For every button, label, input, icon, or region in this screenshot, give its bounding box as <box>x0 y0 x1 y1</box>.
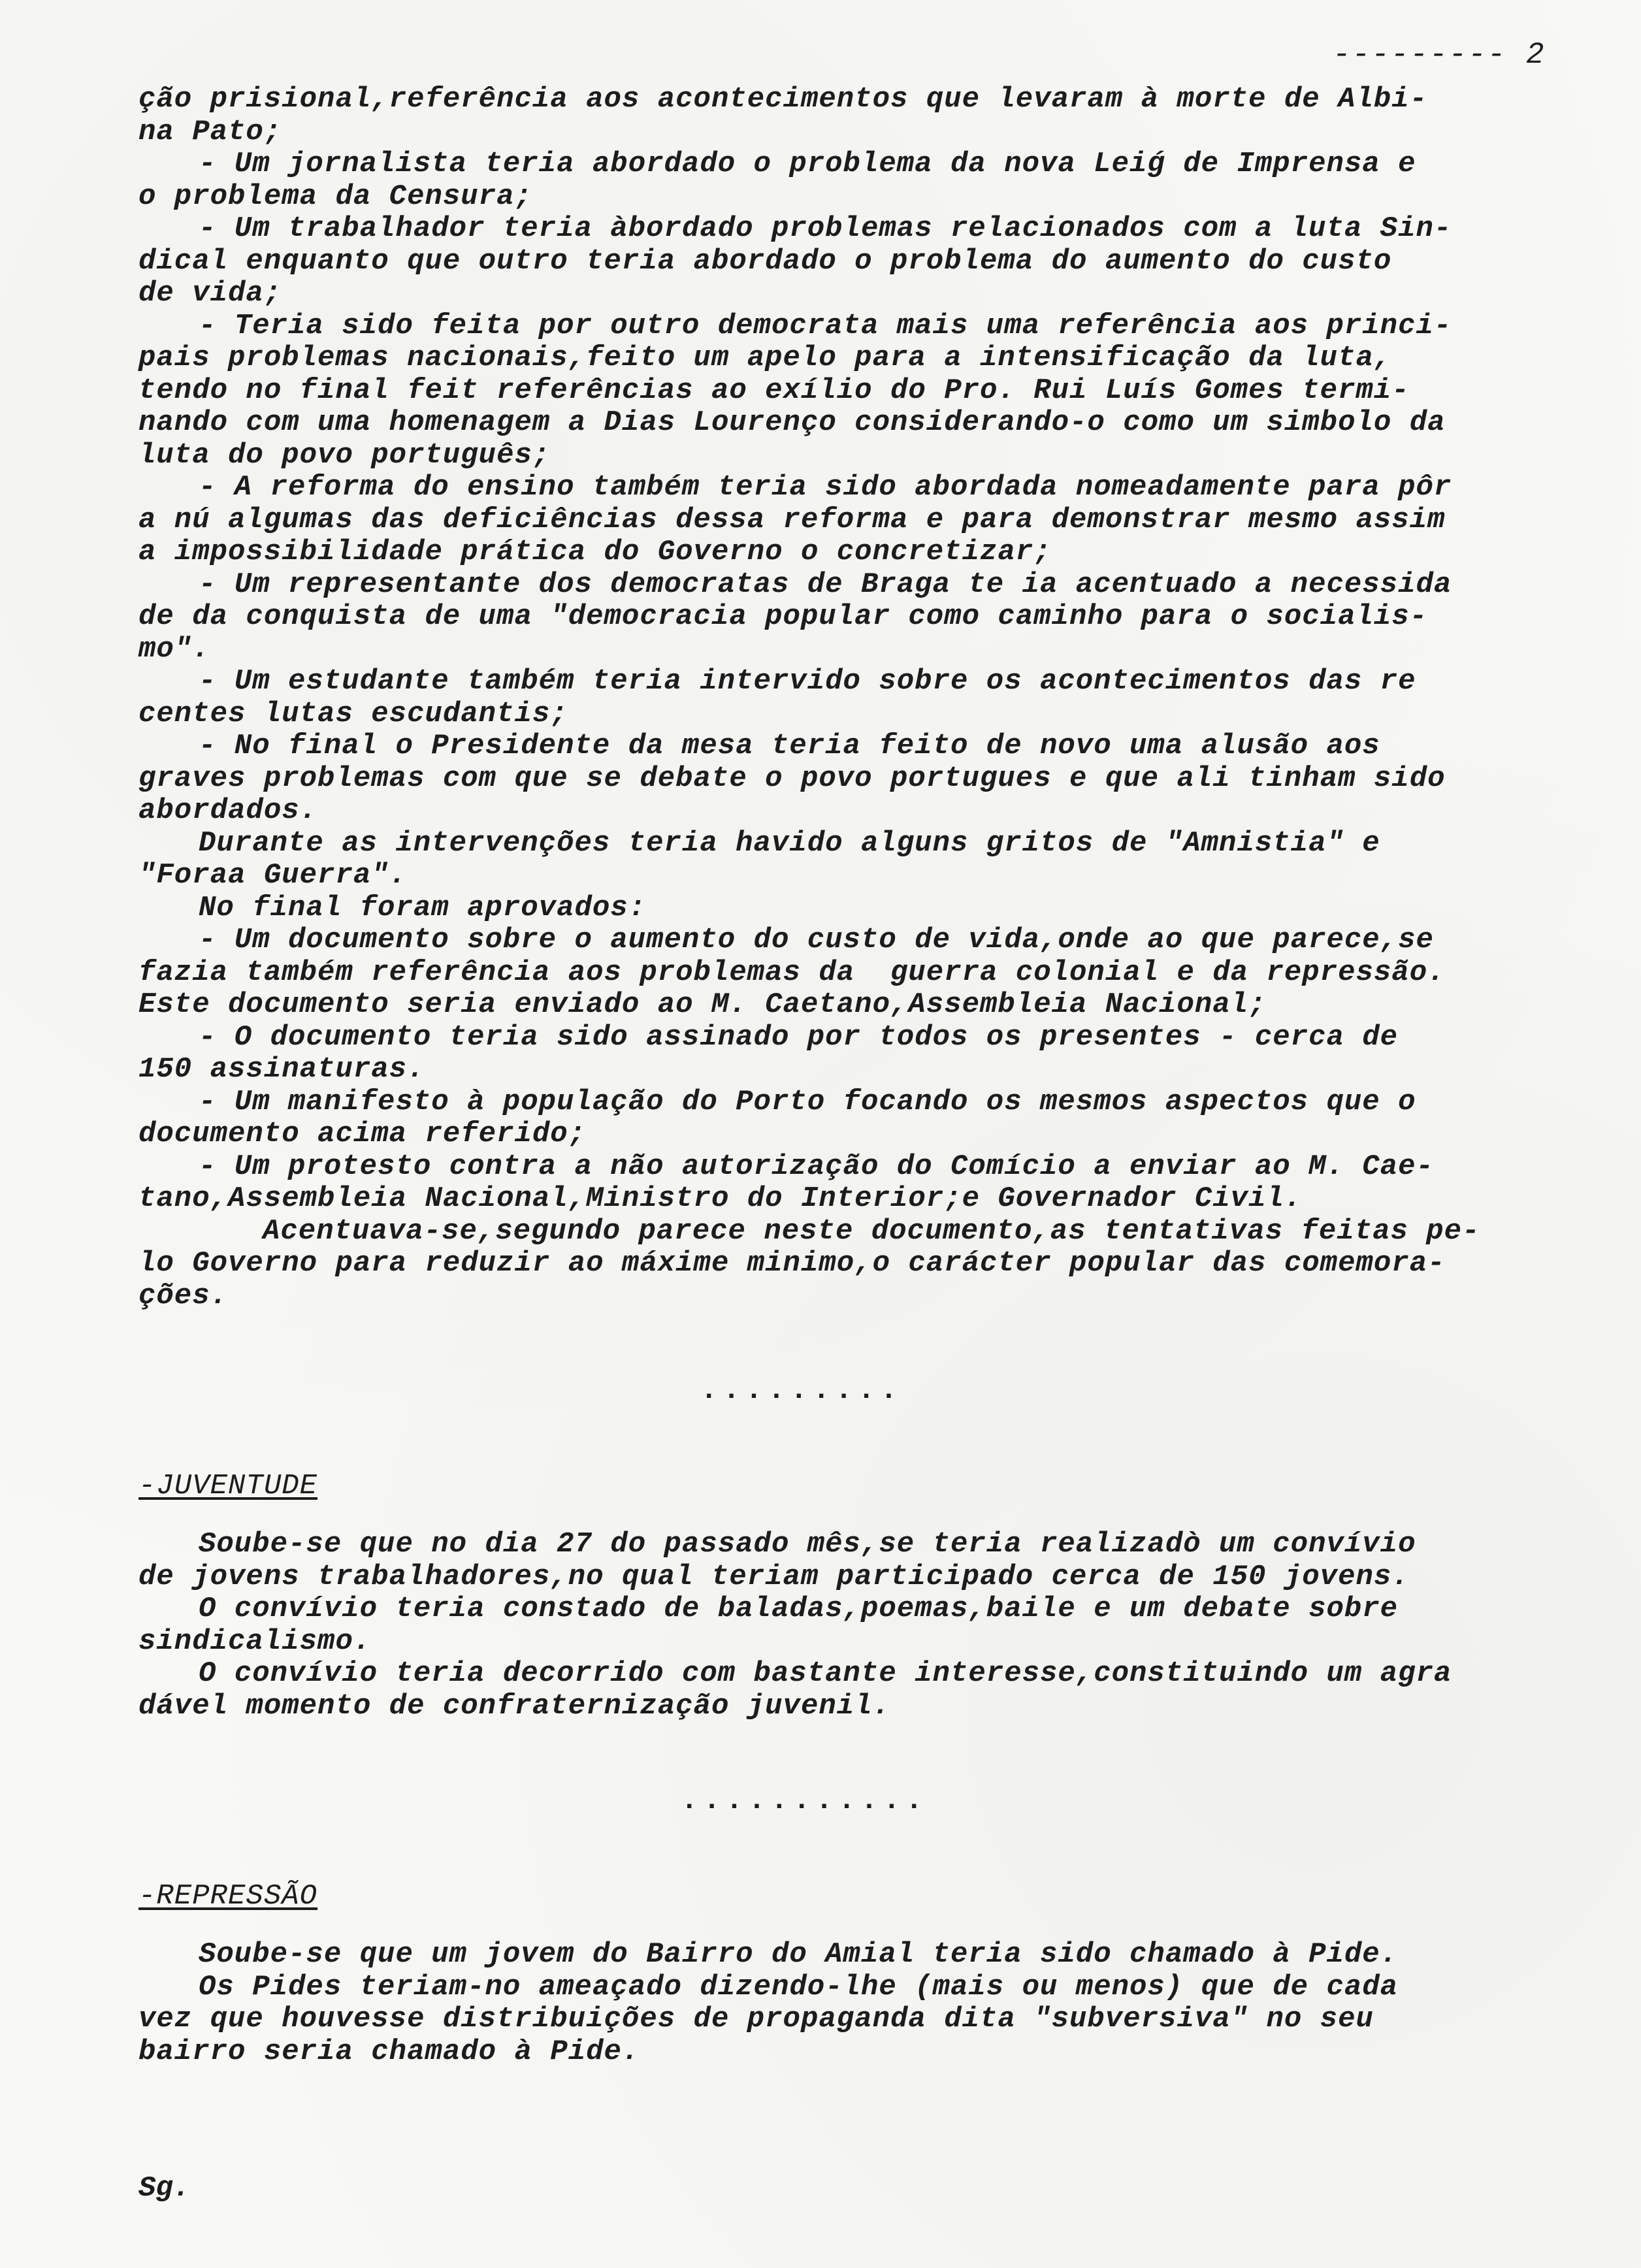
text-line: - Um estudante também teria intervido sobre os acontecimentos das re <box>199 665 1416 698</box>
text-line: na Pato; <box>138 115 282 148</box>
continuation-section <box>138 84 1608 1312</box>
text-line: de vida; <box>138 277 282 310</box>
text-line: documento acima referido; <box>138 1118 587 1150</box>
text-line: - A reforma do ensino também teria sido abordada nomeadamente para pôr <box>199 471 1452 504</box>
text-line: Soube-se que no dia 27 do passado mês,se teria realizadò um convívio <box>199 1528 1416 1561</box>
text-line: ções. <box>138 1279 229 1312</box>
text-line: Soube-se que um jovem do Bairro do Amial teria sido chamado à Pide. <box>199 1938 1399 1971</box>
text-line: - Um protesto contra a não autorização do Comício a enviar ao M. Cae- <box>199 1150 1434 1183</box>
text-line: - Um trabalhador teria àbordado problemas relacionados com a luta Sin- <box>199 212 1452 245</box>
text-line: No final foram aprovados: <box>199 891 647 924</box>
text-line: - Um representante dos democratas de Braga te ia acentuado a necessida <box>199 568 1452 601</box>
text-line: graves problemas com que se debate o povo portugues e que ali tinham sido <box>138 762 1446 795</box>
text-line: "Foraa Guerra". <box>138 859 408 892</box>
text-line: lo Governo para reduzir ao máxime minimo,o carácter popular das comemora- <box>138 1247 1446 1280</box>
text-line: O convívio teria decorrido com bastante interesse,constituindo um agra <box>199 1657 1452 1690</box>
text-line: de jovens trabalhadores,no qual teriam participado cerca de 150 jovens. <box>138 1560 1410 1593</box>
text-line: Acentuava-se,segundo parece neste documento,as tentativas feitas pe- <box>263 1214 1480 1248</box>
text-line: - Teria sido feita por outro democrata mais uma referência aos princi- <box>199 309 1452 342</box>
text-line: dical enquanto que outro teria abordado o problema do aumento do custo <box>138 244 1392 278</box>
text-line: - No final o Presidente da mesa teria feito de novo uma alusão aos <box>199 730 1380 762</box>
text-line: abordados. <box>138 794 318 827</box>
repressao-section <box>138 1939 1608 2068</box>
section-heading-juventude: -JUVENTUDE <box>138 1469 318 1502</box>
section-heading-repressao: -REPRESSÃO <box>138 1879 318 1913</box>
text-line: a nú algumas das deficiências dessa reforma e para demonstrar mesmo assim <box>138 503 1446 536</box>
text-line: a impossibilidade prática do Governo o concretizar; <box>138 536 1052 568</box>
text-line: de da conquista de uma "democracia popular como caminho para o socialis- <box>138 600 1428 633</box>
text-line: sindicalismo. <box>138 1625 372 1658</box>
text-line: dável momento de confraternização juvenil. <box>138 1689 890 1723</box>
text-line: - Um documento sobre o aumento do custo de vida,onde ao que parece,se <box>199 924 1434 956</box>
juventude-section <box>138 1529 1608 1723</box>
text-line: Durante as intervenções teria havido alguns gritos de "Amnistia" e <box>199 826 1380 860</box>
text-line: nando com uma homenagem a Dias Lourenço considerando-o como um simbolo da <box>138 406 1446 439</box>
text-line: luta do povo português; <box>138 438 551 472</box>
text-line: - Um jornalista teria abordado o problema da nova Leiǵ de Imprensa e <box>199 148 1416 180</box>
text-line: O convívio teria constado de baladas,poemas,baile e um debate sobre <box>199 1593 1399 1625</box>
separator-dots: ......... <box>700 1374 903 1407</box>
text-line: mo". <box>138 632 210 666</box>
text-line: - O documento teria sido assinado por todos os presentes - cerca de <box>199 1020 1399 1054</box>
text-line: o problema da Censura; <box>138 180 532 213</box>
signature: Sg. <box>138 2172 191 2205</box>
document-body <box>138 84 1608 2205</box>
text-line: ção prisional,referência aos acontecimentos que levaram à morte de Albi- <box>138 83 1428 116</box>
text-line: - Um manifesto à população do Porto focando os mesmos aspectos que o <box>199 1085 1416 1118</box>
text-line: tano,Assembleia Nacional,Ministro do Interior;e Governador Civil. <box>138 1182 1303 1215</box>
text-line: fazia também referência aos problemas da guerra colonial e da repressão. <box>138 956 1446 989</box>
text-line: centes lutas escudantis; <box>138 697 568 730</box>
text-line: vez que houvesse distribuições de propaganda dita "subversiva" no seu <box>138 2003 1374 2035</box>
text-line: Este documento seria enviado ao M. Caetano,Assembleia Nacional; <box>138 988 1267 1021</box>
text-line: pais problemas nacionais,feito um apelo para a intensificação da luta, <box>138 342 1392 374</box>
text-line: tendo no final feit referências ao exílio do Pro. Rui Luís Gomes termi- <box>138 374 1410 407</box>
separator-dots: ........... <box>681 1785 928 1817</box>
text-line: Os Pides teriam-no ameaçado dizendo-lhe (mais ou menos) que de cada <box>199 1970 1399 2003</box>
text-line: bairro seria chamado à Pide. <box>138 2035 640 2068</box>
text-line: 150 assinaturas. <box>138 1053 425 1086</box>
page-number: --------- 2 <box>1333 38 1546 72</box>
